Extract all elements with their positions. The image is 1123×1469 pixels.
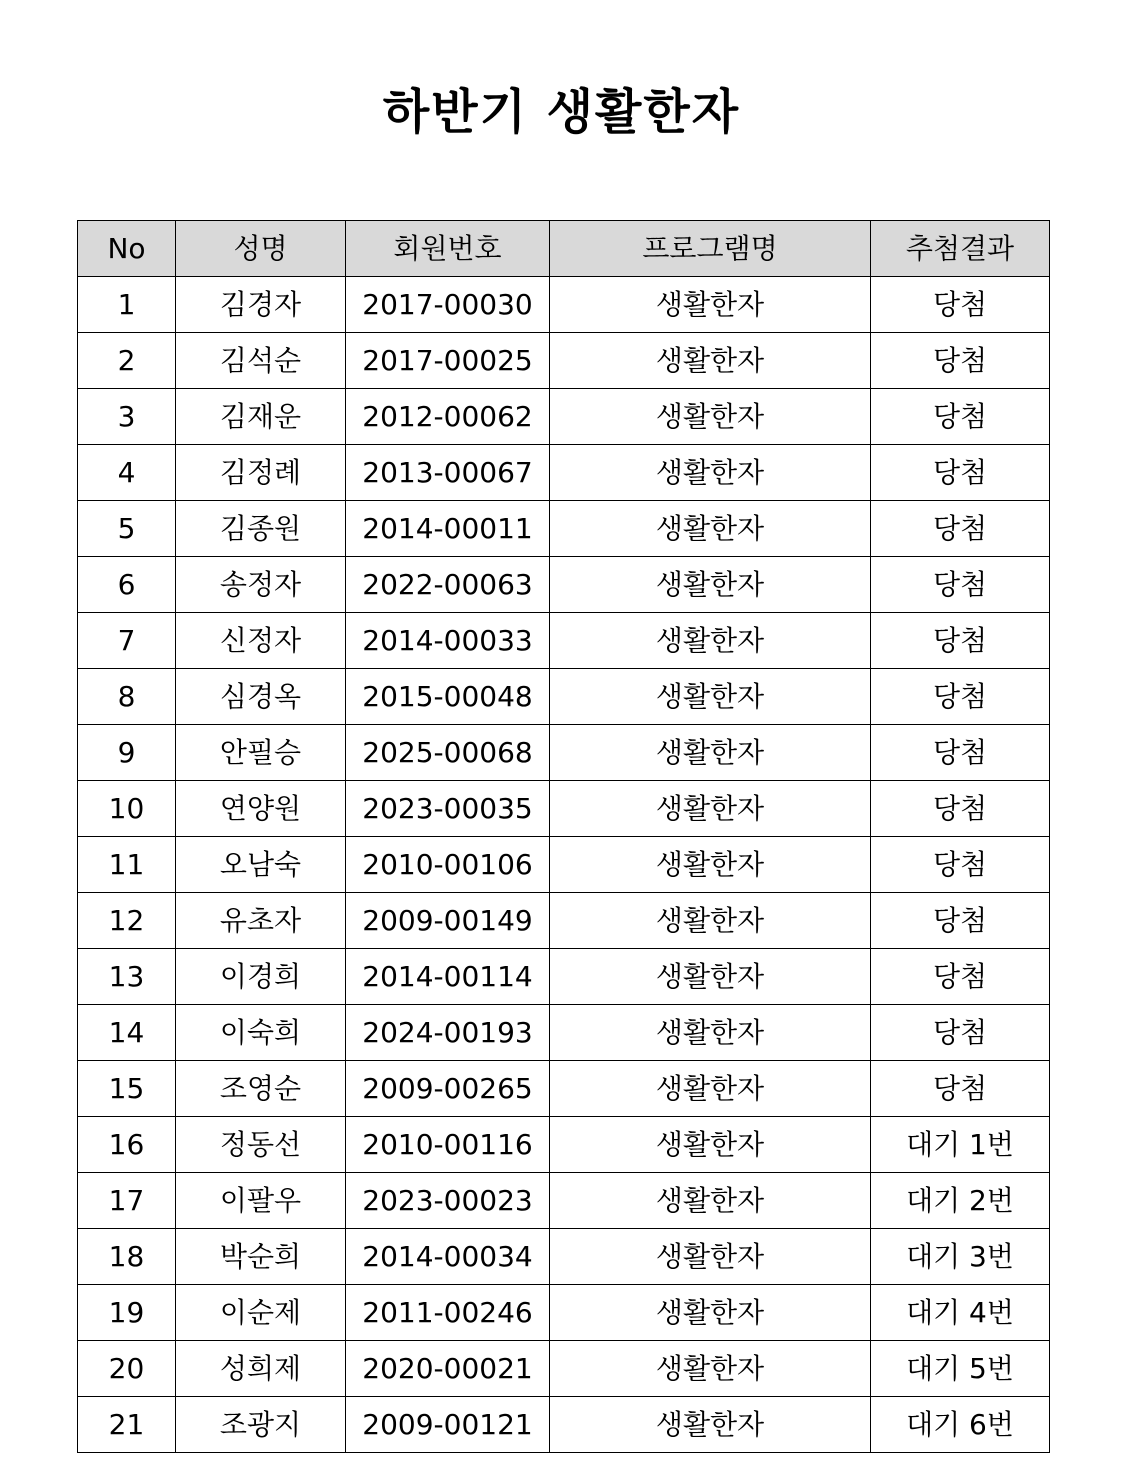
table-row <box>78 893 1050 949</box>
table-row <box>78 389 1050 445</box>
header-no: No <box>78 221 176 277</box>
cell-draw-result: 당첨 <box>871 445 1050 501</box>
cell-draw-result: 당첨 <box>871 613 1050 669</box>
table-body <box>78 277 1050 1453</box>
cell-name: 이경희 <box>176 949 346 1005</box>
cell-program-name: 생활한자 <box>550 1061 871 1117</box>
table-row <box>78 949 1050 1005</box>
cell-program-name: 생활한자 <box>550 725 871 781</box>
cell-no: 16 <box>78 1117 176 1173</box>
cell-name: 김종원 <box>176 501 346 557</box>
table-row <box>78 1285 1050 1341</box>
cell-no: 18 <box>78 1229 176 1285</box>
cell-name: 이순제 <box>176 1285 346 1341</box>
cell-program-name: 생활한자 <box>550 613 871 669</box>
cell-no: 4 <box>78 445 176 501</box>
cell-program-name: 생활한자 <box>550 445 871 501</box>
cell-program-name: 생활한자 <box>550 1285 871 1341</box>
cell-name: 김재운 <box>176 389 346 445</box>
cell-member-number: 2024-00193 <box>346 1005 550 1061</box>
cell-no: 7 <box>78 613 176 669</box>
cell-no: 9 <box>78 725 176 781</box>
cell-member-number: 2014-00011 <box>346 501 550 557</box>
cell-no: 20 <box>78 1341 176 1397</box>
cell-draw-result: 당첨 <box>871 725 1050 781</box>
cell-draw-result: 당첨 <box>871 781 1050 837</box>
cell-draw-result: 당첨 <box>871 949 1050 1005</box>
cell-member-number: 2023-00023 <box>346 1173 550 1229</box>
cell-name: 연양원 <box>176 781 346 837</box>
table-row <box>78 277 1050 333</box>
cell-no: 12 <box>78 893 176 949</box>
cell-no: 10 <box>78 781 176 837</box>
cell-member-number: 2014-00033 <box>346 613 550 669</box>
cell-program-name: 생활한자 <box>550 1173 871 1229</box>
cell-member-number: 2009-00149 <box>346 893 550 949</box>
cell-member-number: 2025-00068 <box>346 725 550 781</box>
cell-program-name: 생활한자 <box>550 1341 871 1397</box>
cell-name: 김정례 <box>176 445 346 501</box>
cell-draw-result: 대기 5번 <box>871 1341 1050 1397</box>
cell-program-name: 생활한자 <box>550 669 871 725</box>
table-row <box>78 557 1050 613</box>
table-row <box>78 445 1050 501</box>
cell-no: 6 <box>78 557 176 613</box>
cell-member-number: 2023-00035 <box>346 781 550 837</box>
cell-draw-result: 당첨 <box>871 501 1050 557</box>
cell-program-name: 생활한자 <box>550 333 871 389</box>
cell-member-number: 2022-00063 <box>346 557 550 613</box>
table-row <box>78 837 1050 893</box>
cell-member-number: 2010-00106 <box>346 837 550 893</box>
cell-name: 성희제 <box>176 1341 346 1397</box>
cell-member-number: 2017-00025 <box>346 333 550 389</box>
header-member-number: 회원번호 <box>346 221 550 277</box>
cell-member-number: 2014-00034 <box>346 1229 550 1285</box>
table-row <box>78 1229 1050 1285</box>
table-row <box>78 1005 1050 1061</box>
cell-name: 정동선 <box>176 1117 346 1173</box>
header-draw-result: 추첨결과 <box>871 221 1050 277</box>
table-row <box>78 669 1050 725</box>
table-row <box>78 1341 1050 1397</box>
cell-draw-result: 대기 1번 <box>871 1117 1050 1173</box>
table-row <box>78 781 1050 837</box>
cell-program-name: 생활한자 <box>550 893 871 949</box>
cell-no: 2 <box>78 333 176 389</box>
cell-program-name: 생활한자 <box>550 949 871 1005</box>
cell-name: 박순희 <box>176 1229 346 1285</box>
cell-no: 5 <box>78 501 176 557</box>
cell-name: 송정자 <box>176 557 346 613</box>
cell-program-name: 생활한자 <box>550 837 871 893</box>
cell-name: 이숙희 <box>176 1005 346 1061</box>
cell-draw-result: 대기 6번 <box>871 1397 1050 1453</box>
cell-no: 15 <box>78 1061 176 1117</box>
cell-name: 심경옥 <box>176 669 346 725</box>
table-row <box>78 1117 1050 1173</box>
cell-draw-result: 당첨 <box>871 669 1050 725</box>
cell-program-name: 생활한자 <box>550 1117 871 1173</box>
cell-member-number: 2011-00246 <box>346 1285 550 1341</box>
table-header-row <box>78 221 1050 277</box>
cell-name: 오남숙 <box>176 837 346 893</box>
cell-program-name: 생활한자 <box>550 1397 871 1453</box>
cell-program-name: 생활한자 <box>550 1229 871 1285</box>
cell-no: 11 <box>78 837 176 893</box>
cell-name: 안필승 <box>176 725 346 781</box>
cell-member-number: 2013-00067 <box>346 445 550 501</box>
table-row <box>78 1173 1050 1229</box>
cell-program-name: 생활한자 <box>550 1005 871 1061</box>
cell-draw-result: 당첨 <box>871 557 1050 613</box>
cell-draw-result: 당첨 <box>871 389 1050 445</box>
table-row <box>78 1397 1050 1453</box>
cell-name: 신정자 <box>176 613 346 669</box>
cell-program-name: 생활한자 <box>550 277 871 333</box>
cell-draw-result: 당첨 <box>871 1061 1050 1117</box>
cell-member-number: 2009-00265 <box>346 1061 550 1117</box>
cell-no: 17 <box>78 1173 176 1229</box>
table-row <box>78 333 1050 389</box>
header-name: 성명 <box>176 221 346 277</box>
cell-name: 김석순 <box>176 333 346 389</box>
cell-program-name: 생활한자 <box>550 389 871 445</box>
cell-draw-result: 당첨 <box>871 1005 1050 1061</box>
table-row <box>78 501 1050 557</box>
cell-draw-result: 대기 4번 <box>871 1285 1050 1341</box>
cell-member-number: 2015-00048 <box>346 669 550 725</box>
cell-name: 조영순 <box>176 1061 346 1117</box>
cell-name: 이팔우 <box>176 1173 346 1229</box>
cell-no: 21 <box>78 1397 176 1453</box>
cell-member-number: 2017-00030 <box>346 277 550 333</box>
cell-no: 13 <box>78 949 176 1005</box>
cell-draw-result: 당첨 <box>871 837 1050 893</box>
cell-draw-result: 대기 2번 <box>871 1173 1050 1229</box>
table-row <box>78 1061 1050 1117</box>
cell-member-number: 2009-00121 <box>346 1397 550 1453</box>
cell-no: 8 <box>78 669 176 725</box>
cell-draw-result: 대기 3번 <box>871 1229 1050 1285</box>
cell-draw-result: 당첨 <box>871 893 1050 949</box>
cell-name: 조광지 <box>176 1397 346 1453</box>
cell-no: 19 <box>78 1285 176 1341</box>
header-program-name: 프로그램명 <box>550 221 871 277</box>
cell-member-number: 2020-00021 <box>346 1341 550 1397</box>
cell-no: 1 <box>78 277 176 333</box>
cell-member-number: 2014-00114 <box>346 949 550 1005</box>
cell-member-number: 2010-00116 <box>346 1117 550 1173</box>
cell-name: 유초자 <box>176 893 346 949</box>
cell-draw-result: 당첨 <box>871 277 1050 333</box>
lottery-result-table <box>77 220 1050 1453</box>
cell-no: 3 <box>78 389 176 445</box>
cell-program-name: 생활한자 <box>550 781 871 837</box>
cell-program-name: 생활한자 <box>550 557 871 613</box>
cell-member-number: 2012-00062 <box>346 389 550 445</box>
table-row <box>78 613 1050 669</box>
table-row <box>78 725 1050 781</box>
cell-name: 김경자 <box>176 277 346 333</box>
cell-draw-result: 당첨 <box>871 333 1050 389</box>
page-title: 하반기 생활한자 <box>382 84 741 140</box>
cell-program-name: 생활한자 <box>550 501 871 557</box>
cell-no: 14 <box>78 1005 176 1061</box>
